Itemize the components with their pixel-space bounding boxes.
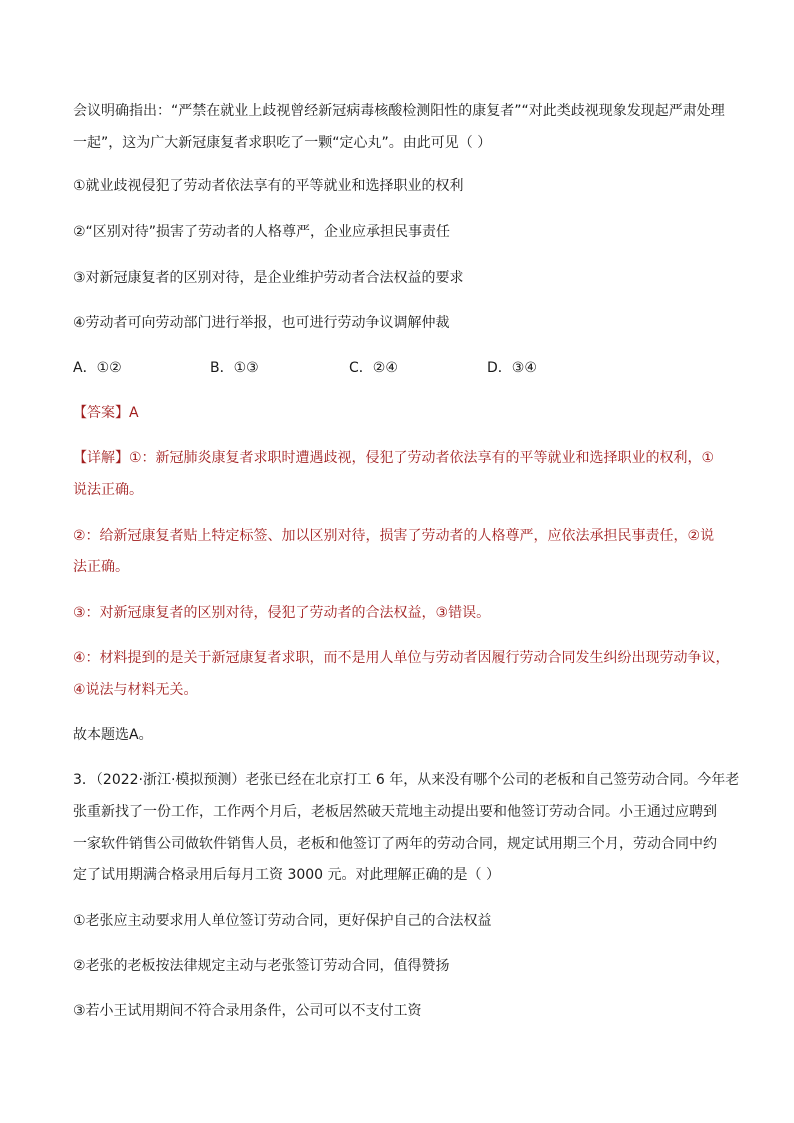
q2-option-c: C．②④ [349,360,398,376]
q3-statement-1: ①老张应主动要求用人单位签订劳动合同，更好保护自己的合法权益 [73,913,492,929]
q2-answer: 【答案】A [73,405,139,421]
q2-detail-4a: ④：材料提到的是关于新冠康复者求职，而不是用人单位与劳动者因履行劳动合同发生纠纷出现劳动争议， [73,650,730,666]
q2-statement-2: ②“区别对待”损害了劳动者的人格尊严，企业应承担民事责任 [73,224,451,240]
q2-statement-1: ①就业歧视侵犯了劳动者依法享有的平等就业和选择职业的权利 [73,178,464,194]
q2-detail-1b: 说法正确。 [73,482,143,498]
q3-stem-line-2: 张重新找了一份工作，工作两个月后，老板居然破天荒地主动提出要和他签订劳动合同。小王通过应聘到 [73,804,717,820]
q2-detail-2a: ②：给新冠康复者贴上特定标签、加以区别对待，损害了劳动者的人格尊严，应依法承担民事责任，②说 [73,528,715,544]
q2-detail-3: ③：对新冠康复者的区别对待，侵犯了劳动者的合法权益，③错误。 [73,605,491,621]
q3-statement-2: ②老张的老板按法律规定主动与老张签订劳动合同，值得赞扬 [73,958,450,974]
q2-detail-2b: 法正确。 [73,559,129,575]
q2-conclusion: 故本题选A。 [73,727,153,743]
q2-option-a: A．①② [73,360,122,376]
q2-detail-1a: 【详解】①：新冠肺炎康复者求职时遭遇歧视，侵犯了劳动者依法享有的平等就业和选择职业的权利，① [73,450,715,466]
q2-stem-line-2: 一起”，这为广大新冠康复者求职吃了一颗“定心丸”。由此可见（ ） [73,135,492,151]
q2-statement-4: ④劳动者可向劳动部门进行举报，也可进行劳动争议调解仲裁 [73,315,450,331]
q2-detail-4b: ④说法与材料无关。 [73,682,198,698]
q3-stem-line-4: 定了试用期满合格录用后每月工资 3000 元。对此理解正确的是（ ） [73,867,500,883]
q2-stem-line-1: 会议明确指出：“严禁在就业上歧视曾经新冠病毒核酸检测阳性的康复者”“对此类歧视现象发现起严肃处理 [73,103,725,119]
q3-statement-3: ③若小王试用期间不符合录用条件，公司可以不支付工资 [73,1003,422,1019]
q2-option-b: B．①③ [210,360,259,376]
q2-statement-3: ③对新冠康复者的区别对待，是企业维护劳动者合法权益的要求 [73,270,464,286]
q2-option-d: D．③④ [487,360,537,376]
q3-stem-line-3: 一家软件销售公司做软件销售人员，老板和他签订了两年的劳动合同，规定试用期三个月，劳动合同中约 [73,836,717,852]
q3-stem-line-1: 3．（2022·浙江·模拟预测）老张已经在北京打工 6 年，从来没有哪个公司的老板和自己签劳动合同。今年老 [73,772,740,788]
